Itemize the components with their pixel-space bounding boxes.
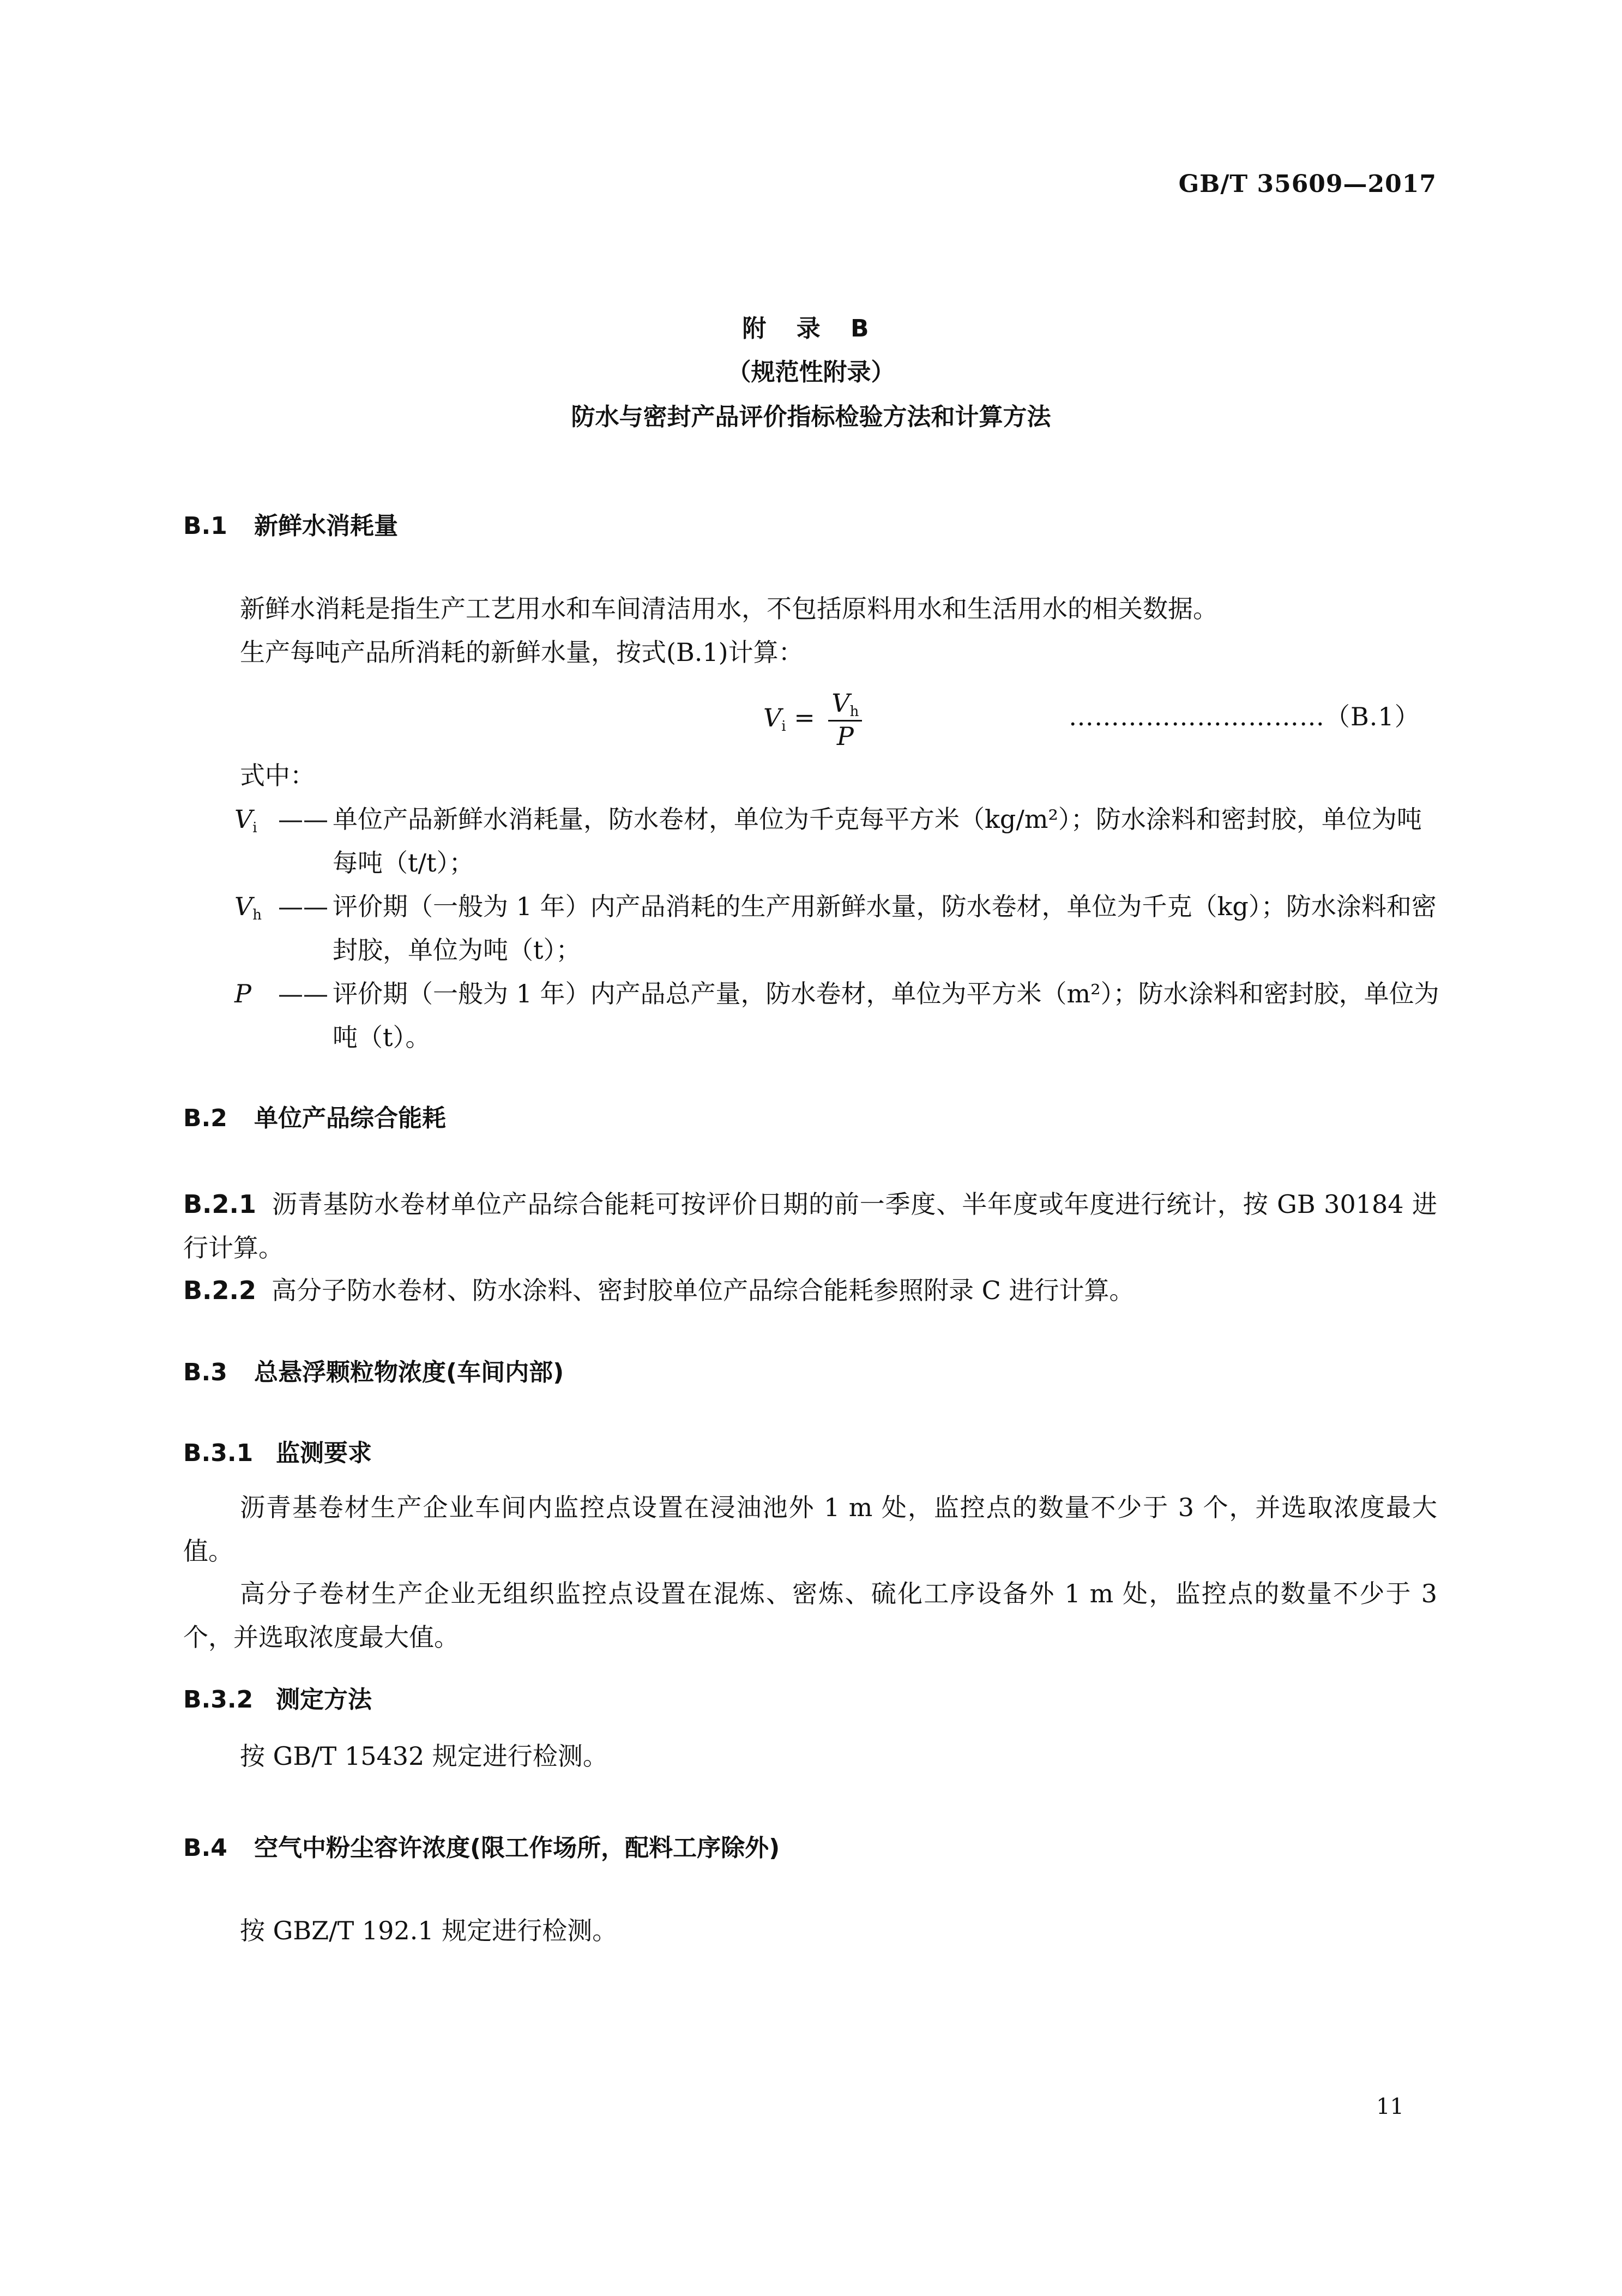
- clause-title: 监测要求: [276, 1439, 372, 1467]
- appendix-type: （规范性附录）: [727, 358, 895, 386]
- b3-2-paragraph: 按 GB/T 15432 规定进行检测。: [240, 1741, 608, 1771]
- section-title: 总悬浮颗粒物浓度(车间内部): [254, 1359, 564, 1386]
- definition-symbol: $V_i$: [234, 804, 257, 836]
- formula-equals: =: [794, 702, 815, 732]
- definition-symbol: P: [234, 979, 251, 1008]
- clause-b2-1: [183, 1182, 1437, 1270]
- clause-b3-2-heading: [183, 1680, 372, 1715]
- clause-number: B.2.1: [183, 1189, 257, 1219]
- definition-symbol: $V_h$: [234, 892, 262, 923]
- clause-title: 测定方法: [276, 1686, 372, 1714]
- section-title: 新鲜水消耗量: [254, 512, 398, 540]
- formula-fraction: [828, 688, 862, 751]
- section-title: 单位产品综合能耗: [254, 1104, 446, 1132]
- formula-denominator: P: [836, 722, 854, 751]
- b1-paragraph-2: 生产每吨产品所消耗的新鲜水量，按式(B.1)计算：: [240, 638, 804, 667]
- formula-reference: …………………………（B.1）: [1069, 702, 1420, 731]
- clause-b3-1-heading: [183, 1433, 372, 1468]
- appendix-title: 防水与密封产品评价指标检验方法和计算方法: [571, 403, 1051, 431]
- section-b2-heading: [183, 1098, 446, 1133]
- definition-text: 单位产品新鲜水消耗量，防水卷材，单位为千克每平方米（kg/m²）；防水涂料和密封胶，单位为吨每吨（t/t）；: [333, 804, 1422, 877]
- clause-number: B.3.2: [183, 1686, 254, 1714]
- section-number: B.4: [183, 1834, 227, 1862]
- formula-lhs: $V_i$: [763, 702, 786, 735]
- section-b3-heading: [183, 1353, 564, 1387]
- clause-b2-2: [183, 1269, 1437, 1312]
- definitions-list: [234, 797, 1439, 1059]
- definition-item: P —— 评价期（一般为 1 年）内产品总产量，防水卷材，单位为平方米（m²）；防水涂料和密封胶，单位为吨（t）。: [234, 972, 1439, 1059]
- section-b4-heading: [183, 1828, 780, 1863]
- definition-item: $V_i$ —— 单位产品新鲜水消耗量，防水卷材，单位为千克每平方米（kg/m²）；防水涂料和密封胶，单位为吨每吨（t/t）；: [234, 797, 1439, 885]
- section-title: 空气中粉尘容许浓度(限工作场所，配料工序除外): [254, 1834, 780, 1862]
- formula-numerator: $V_h$: [828, 688, 862, 722]
- clause-number: B.3.1: [183, 1439, 254, 1467]
- clause-number: B.2.2: [183, 1276, 257, 1305]
- clause-text: 沥青基防水卷材单位产品综合能耗可按评价日期的前一季度、半年度或年度进行统计，按 GB 30184 进行计算。: [183, 1189, 1437, 1263]
- definition-text: 评价期（一般为 1 年）内产品总产量，防水卷材，单位为平方米（m²）；防水涂料和密封胶，单位为吨（t）。: [333, 979, 1439, 1052]
- page-number: 11: [1376, 2094, 1404, 2119]
- b3-1-paragraph-1: 沥青基卷材生产企业车间内监控点设置在浸油池外 1 m 处，监控点的数量不少于 3 个，并选取浓度最大值。: [183, 1493, 1437, 1566]
- standard-number: GB/T 35609—2017: [1178, 170, 1437, 198]
- definition-item: $V_h$ —— 评价期（一般为 1 年）内产品消耗的生产用新鲜水量，防水卷材，单位为千克（kg）；防水涂料和密封胶，单位为吨（t）；: [234, 885, 1439, 972]
- b3-1-paragraph-2: 高分子卷材生产企业无组织监控点设置在混炼、密炼、硫化工序设备外 1 m 处，监控点的数量不少于 3 个，并选取浓度最大值。: [183, 1579, 1437, 1652]
- section-b1-heading: [183, 506, 398, 541]
- where-label: 式中：: [240, 761, 315, 790]
- section-number: B.1: [183, 512, 227, 540]
- section-number: B.2: [183, 1104, 227, 1132]
- b1-paragraph-1: 新鲜水消耗是指生产工艺用水和车间清洁用水，不包括原料用水和生活用水的相关数据。: [240, 594, 1218, 623]
- appendix-label: 附 录 B: [742, 315, 880, 342]
- section-number: B.3: [183, 1359, 227, 1386]
- b4-paragraph: 按 GBZ/T 192.1 规定进行检测。: [240, 1916, 618, 1945]
- formula-b1: [763, 688, 862, 751]
- definition-text: 评价期（一般为 1 年）内产品消耗的生产用新鲜水量，防水卷材，单位为千克（kg）；防水涂料和密封胶，单位为吨（t）；: [333, 892, 1437, 965]
- clause-text: 高分子防水卷材、防水涂料、密封胶单位产品综合能耗参照附录 C 进行计算。: [272, 1276, 1135, 1305]
